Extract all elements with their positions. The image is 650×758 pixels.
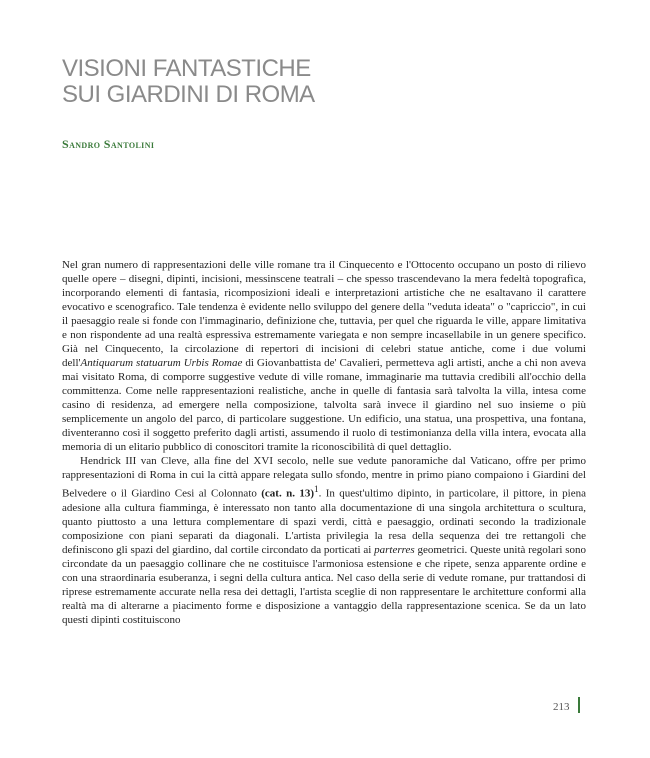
- article-body: [62, 258, 586, 627]
- title-line-2: SUI GIARDINI DI ROMA: [62, 81, 315, 108]
- footnote-marker: 1: [314, 484, 319, 494]
- page-number: 213: [553, 701, 570, 713]
- paragraph-2: Hendrick III van Cleve, alla fine del XVI secolo, nelle sue vedute panoramiche dal Vaticano, offre per primo rappresentazioni di Roma in cui la città appare relegata sullo sfondo, mentre in primo piano compaiono i Giardini del Belvedere o il Giardino Cesi al Colonnato (cat. n. 13)$^1$. In quest'ultimo dipinto, in particolare, il pittore, in piena adesione alla cultura fiamminga, è interessato non tanto alla documentazione di una singola architettura o scultura, quanto piuttosto a una lettura complementare di spazi verdi, città e paesaggio, ordinati secondo la tradizionale composizione con piani separati da diagonali. L'artista privilegia la resa della sequenza dei tre rettangoli che definiscono gli spazi del giardino, dal cortile circondato da porticati ai parterres geometrici. Queste unità regolari sono circondate da un paesaggio collinare che ne costituisce l'armoniosa estensione e che ripete, senza apparente ordine e con una straordinaria esuberanza, i segni della cultura antica. Nel caso della serie di vedute romane, pur trattandosi di riprese estremamente accurate nella resa dei dettagli, l'artista sceglie di non rappresentare le architetture conformi alla realtà ma di alterarne a piacimento forme e disposizione a vantaggio della rappresentazione scenica. Se da un lato questi dipinti costituiscono: [62, 455, 587, 626]
- article-title: [62, 56, 582, 108]
- book-title: Antiquarum statuarum Urbis Romae: [80, 357, 243, 369]
- page-number-bar: [578, 697, 580, 713]
- parterres-term: parterres: [374, 543, 415, 556]
- author-name: Sandro Santolini: [62, 137, 155, 151]
- catalog-reference: (cat. n. 13): [261, 487, 314, 500]
- title-line-1: VISIONI FANTASTICHE: [62, 55, 311, 82]
- paragraph-1: Nel gran numero di rappresentazioni delle ville romane tra il Cinquecento e l'Ottocento occupano un posto di rilievo quelle opere – disegni, dipinti, incisioni, messinscene teatrali – che spesso trascendevano la mera fedeltà topografica, incorporando elementi di fantasia, ricomposizioni ideali e interpretazioni artistiche che ne esaltavano il carattere evocativo e scenografico. Tale tendenza è evidente nello sviluppo del genere della "veduta ideata" o "capriccio", in cui il paesaggio reale si fonde con l'immaginario, definizione che, tuttavia, per quel che riguarda le ville, appare limitativa e non rispondente ad una realtà espressiva estremamente variegata e non sempre incasellabile in un genere specifico. Già nel Cinquecento, la circolazione di repertori di incisioni di celebri statue antiche, come i due volumi dell'Antiquarum statuarum Urbis Romae di Giovanbattista de' Cavalieri, permetteva agli artisti, anche a chi non aveva mai visitato Roma, di comporre suggestive vedute di ville romane, immaginarie ma tuttavia credibili all'occhio della committenza. Come nelle rappresentazioni realistiche, anche in quelle di fantasia sarà talvolta la villa, intesa come casino di residenza, ad emergere nella composizione, talvolta sarà invece il giardino nel suo insieme o più semplicemente un angolo del parco, di particolare suggestione. Un edificio, una statua, una prospettiva, una fontana, diventeranno così il soggetto preferito dagli artisti, assumendo il ruolo di testimonianza della villa intera, evocata alla memoria di un elitario pubblico di conoscitori tramite la riconoscibilità di quel dettaglio.: [62, 259, 586, 453]
